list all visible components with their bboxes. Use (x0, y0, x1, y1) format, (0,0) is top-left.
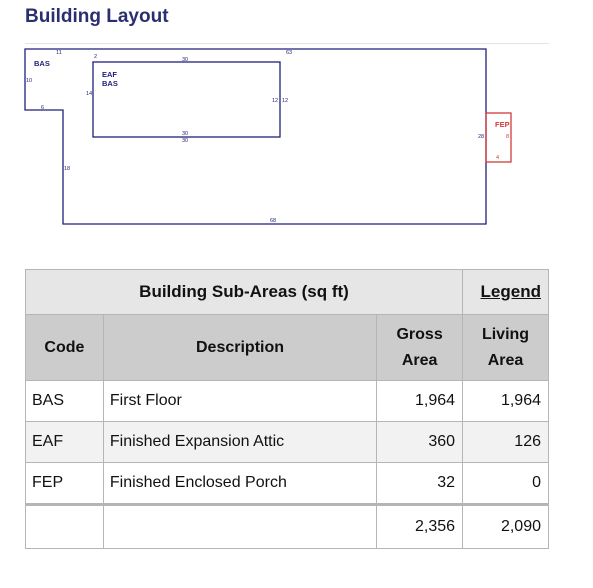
dim-label: 30 (182, 131, 189, 137)
cell-code: EAF (26, 422, 104, 463)
cell-gross: 1,964 (377, 381, 463, 422)
page-title: Building Layout (25, 6, 169, 27)
fep-area-label: FEP (495, 120, 510, 129)
dim-label: 30 (182, 57, 189, 63)
header-code: Code (26, 315, 104, 381)
header-living-line2: Area (487, 351, 524, 369)
cell-living: 1,964 (463, 381, 549, 422)
cell-gross: 32 (377, 463, 463, 505)
header-gross-area (377, 315, 463, 381)
header-gross-line1: Gross (396, 325, 443, 343)
table-caption: Building Sub-Areas (sq ft) (26, 270, 463, 315)
dim-label: 2 (94, 54, 98, 60)
cell-description: Finished Enclosed Porch (103, 463, 376, 505)
totals-description-empty (103, 505, 376, 549)
dim-label: 8 (506, 134, 510, 140)
dim-label: 4 (496, 155, 500, 161)
sub-areas-table (25, 269, 549, 549)
building-sketch (0, 44, 593, 234)
cell-code: BAS (26, 381, 104, 422)
dim-label: 63 (286, 50, 293, 56)
total-living: 2,090 (463, 505, 549, 549)
cell-living: 0 (463, 463, 549, 505)
total-gross: 2,356 (377, 505, 463, 549)
header-description: Description (103, 315, 376, 381)
cell-code: FEP (26, 463, 104, 505)
dim-label: 10 (26, 78, 33, 84)
cell-gross: 360 (377, 422, 463, 463)
cell-description: First Floor (103, 381, 376, 422)
legend-link[interactable]: Legend (463, 270, 549, 315)
dim-label: 11 (56, 50, 62, 56)
dim-label: 30 (182, 138, 189, 144)
table-row (26, 463, 549, 505)
dim-label: 12 (272, 98, 279, 104)
bas-area-label: BAS (34, 59, 50, 68)
header-living-line1: Living (481, 325, 530, 343)
dim-label: 12 (282, 98, 289, 104)
totals-row (26, 505, 549, 549)
eaf-area-label: EAF (102, 70, 117, 79)
header-living-area (463, 315, 549, 381)
cell-living: 126 (463, 422, 549, 463)
table-row (26, 422, 549, 463)
cell-description: Finished Expansion Attic (103, 422, 376, 463)
totals-code-empty (26, 505, 104, 549)
dim-label: 28 (478, 134, 485, 140)
table-row (26, 381, 549, 422)
eaf-outline (93, 62, 280, 137)
eaf-bas-area-label: BAS (102, 79, 118, 88)
dim-label: 6 (41, 105, 45, 111)
dim-label: 18 (64, 166, 71, 172)
dim-label: 68 (270, 218, 277, 224)
dim-label: 14 (86, 91, 93, 97)
header-gross-line2: Area (401, 351, 438, 369)
